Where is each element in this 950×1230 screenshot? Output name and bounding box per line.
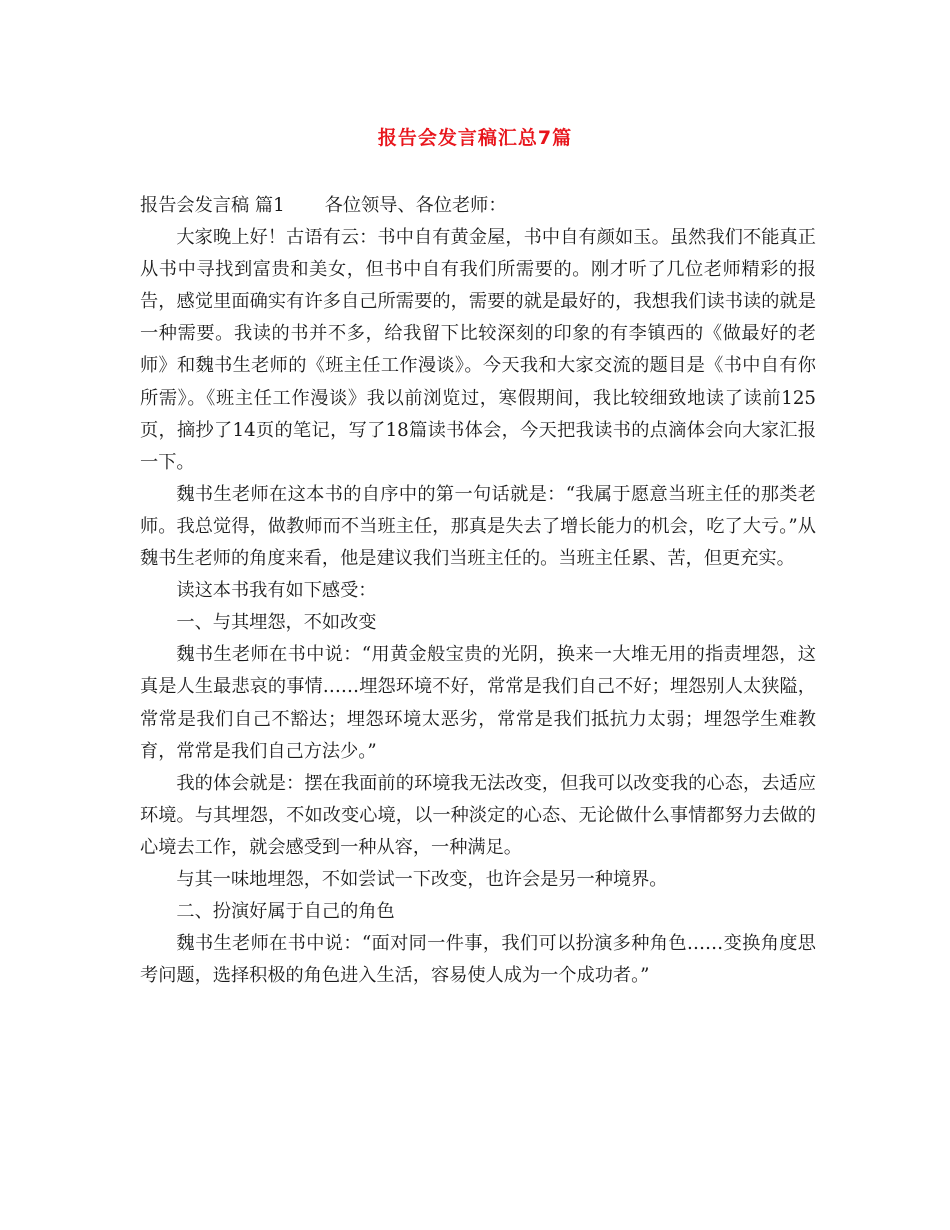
paragraph: 读这本书我有如下感受：: [176, 580, 377, 602]
paragraph: 与其一味地埋怨，不如尝试一下改变，也许会是另一种境界。: [176, 868, 668, 890]
heading-line: [140, 190, 816, 222]
document-body: [140, 190, 816, 992]
paragraph: 我的体会就是：摆在我面前的环境我无法改变，但我可以改变我的心态，去适应环境。与其埋怨，不如改变心境，以一种淡定的心态、无论做什么事情都努力去做的心境去工作，就会感受到一种从容，一种满足。: [140, 772, 816, 858]
subheading: 二、扮演好属于自己的角色: [176, 901, 395, 923]
paragraph: 大家晚上好！古语有云：书中自有黄金屋，书中自有颜如玉。虽然我们不能真正从书中寻找到富贵和美女，但书中自有我们所需要的。刚才听了几位老师精彩的报告，感觉里面确实有许多自己所需要的，需要的就是最好的，我想我们读书读的就是一种需要。我读的书并不多，给我留下比较深刻的印象的有李镇西的《做最好的老师》和魏书生老师的《班主任工作漫谈》。今天我和大家交流的题目是《书中自有你所需》。《班主任工作漫谈》我以前浏览过，寒假期间，我比较细致地读了读前125页，摘抄了14页的笔记，写了18篇读书体会，今天把我读书的点滴体会向大家汇报一下。: [140, 227, 816, 473]
salutation: 各位领导、各位老师：: [324, 195, 507, 216]
document-title: 报告会发言稿汇总7篇: [377, 127, 573, 149]
subheading: 一、与其埋怨，不如改变: [176, 612, 377, 634]
section-heading: 报告会发言稿 篇1: [140, 195, 285, 216]
paragraph: 魏书生老师在书中说：“面对同一件事，我们可以扮演多种角色……变换角度思考问题，选择积极的角色进入生活，容易使人成为一个成功者。”: [140, 933, 816, 987]
paragraph: 魏书生老师在这本书的自序中的第一句话就是：“我属于愿意当班主任的那类老师。我总觉得，做教师而不当班主任，那真是失去了增长能力的机会，吃了大亏。”从魏书生老师的角度来看，他是建议我们当班主任的。当班主任累、苦，但更充实。: [140, 483, 816, 570]
paragraph: 魏书生老师在书中说：“用黄金般宝贵的光阴，换来一大堆无用的指责埋怨，这真是人生最悲哀的事情……埋怨环境不好，常常是我们自己不好；埋怨别人太狭隘，常常是我们自己不豁达；埋怨环境太恶劣，常常是我们抵抗力太弱；埋怨学生难教育，常常是我们自己方法少。”: [140, 644, 816, 762]
